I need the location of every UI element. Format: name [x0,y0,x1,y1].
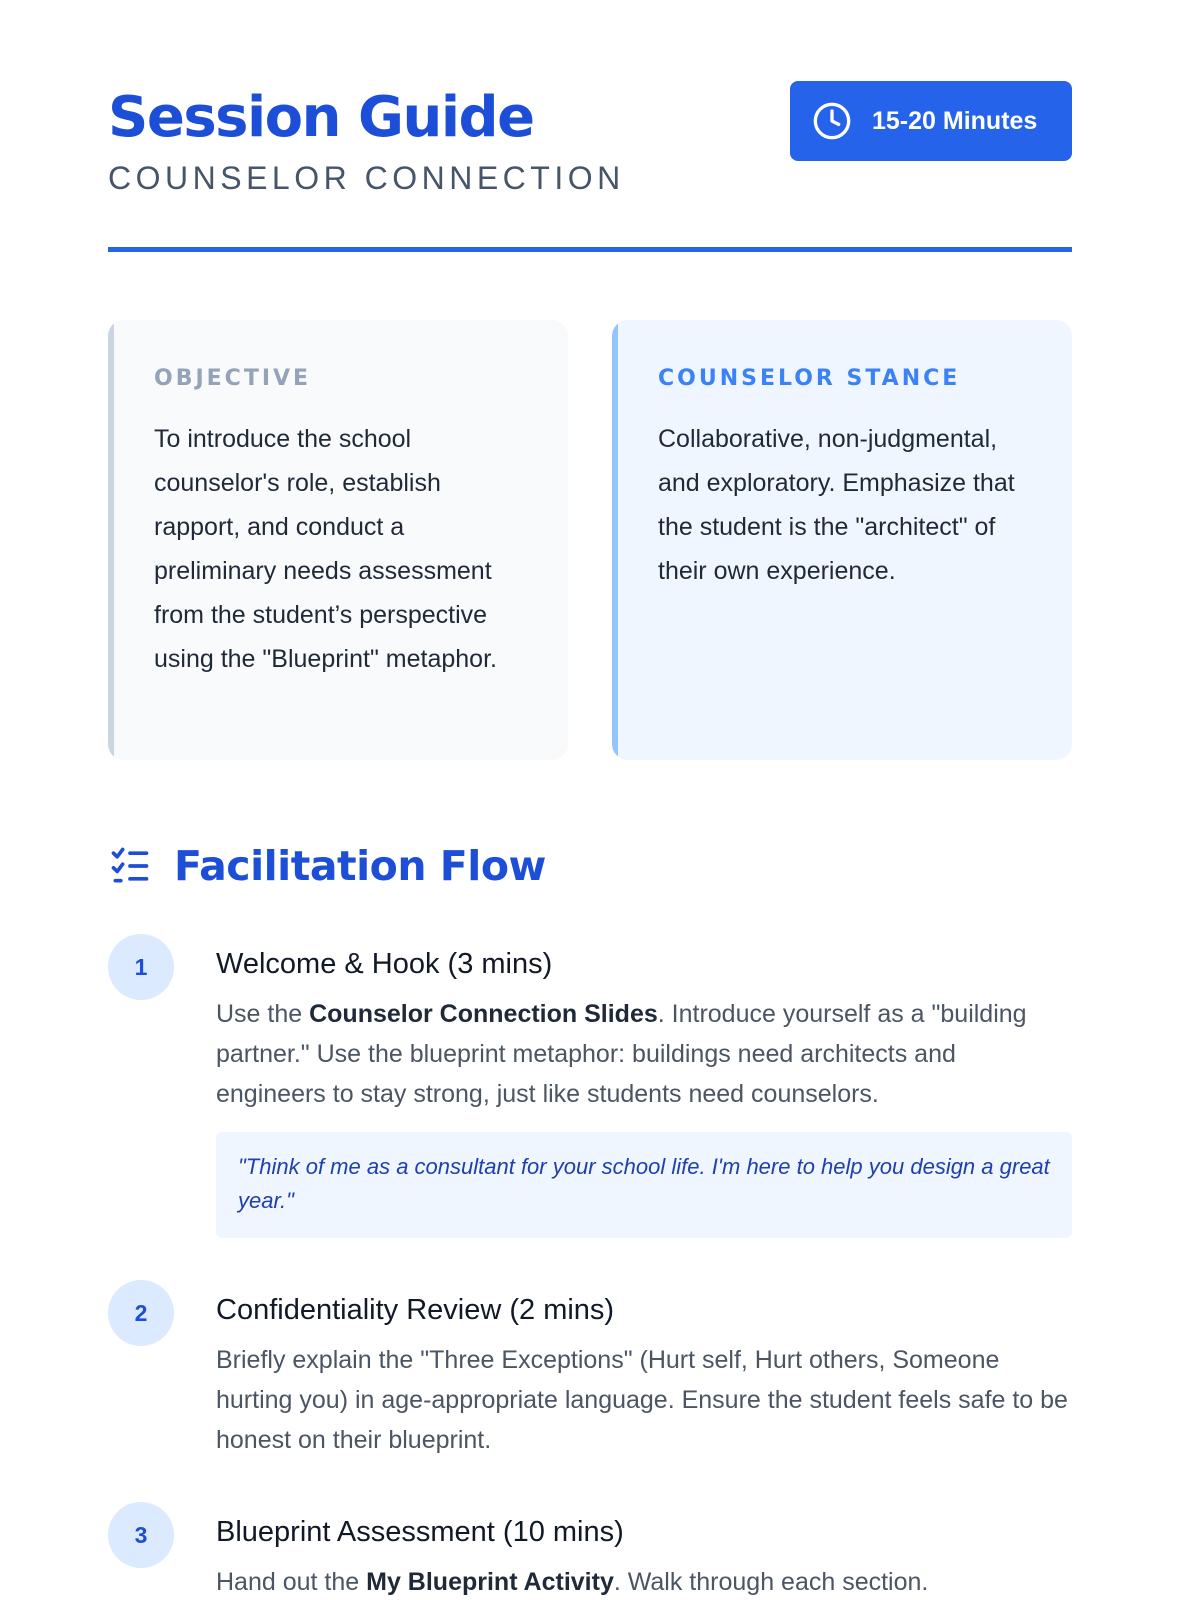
step-number-badge: 1 [108,934,174,1000]
step-number-badge: 3 [108,1502,174,1568]
flow-step [108,1502,1072,1600]
objective-heading: OBJECTIVE [154,366,312,391]
page-subtitle: COUNSELOR CONNECTION [108,160,625,196]
page-title: Session Guide [108,85,534,150]
clock-icon [812,101,852,141]
info-cards [108,320,1072,760]
facilitation-flow-title: Facilitation Flow [174,842,546,890]
step-title: Welcome & Hook (3 mins) [216,948,553,980]
objective-text: To introduce the school counselor's role, establish rapport, and conduct a preliminary needs assessment from the student’s perspective using the "Blueprint" metaphor. [154,425,497,673]
objective-card [108,320,568,760]
step-description [216,994,1072,1114]
facilitation-flow-header [108,842,1072,890]
step-description-text: Use the [216,1000,310,1028]
step-description: Briefly explain the "Three Exceptions" (Hurt self, Hurt others, Someone hurting you) in age-appropriate language. Ensure the student feels safe to be honest on their blueprint. [216,1346,1068,1454]
flow-steps [108,934,1072,1600]
step-body [216,1502,1072,1600]
counselor-stance-text: Collaborative, non-judgmental, and exploratory. Emphasize that the student is the "architect" of their own experience. [658,425,1015,585]
step-description [216,1562,1072,1600]
step-description-text: . Introduce yourself as a "building partner." Use the blueprint metaphor: buildings need architects and engineers to stay strong, just like students need counselors. [216,1000,1027,1108]
duration-label: 15-20 Minutes [872,106,1038,135]
checklist-icon [108,844,152,888]
flow-step [108,1280,1072,1460]
counselor-stance-card [612,320,1072,760]
counselor-stance-heading: COUNSELOR STANCE [658,366,961,391]
step-quote: "Think of me as a consultant for your school life. I'm here to help you design a great year." [216,1132,1072,1238]
duration-badge [790,81,1072,161]
step-body [216,934,1072,1238]
step-description-text: Hand out the [216,1568,367,1596]
page-header [108,0,1072,252]
flow-step [108,934,1072,1238]
step-number-badge: 2 [108,1280,174,1346]
facilitation-flow [108,842,1072,1600]
step-resource-name: Counselor Connection Slides [309,1000,658,1028]
step-title: Confidentiality Review (2 mins) [216,1294,615,1326]
step-resource-name: My Blueprint Activity [366,1568,614,1596]
step-body [216,1280,1072,1460]
step-title: Blueprint Assessment (10 mins) [216,1516,624,1548]
step-description-text: . Walk through each section. [613,1568,929,1596]
